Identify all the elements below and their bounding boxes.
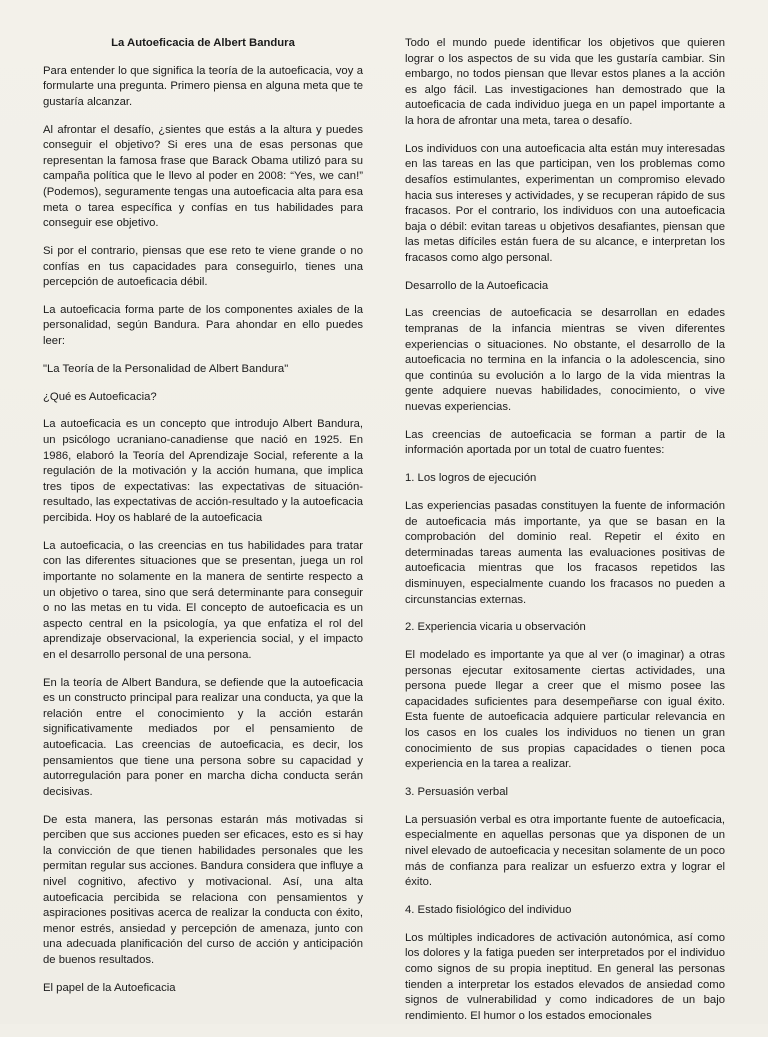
paragraph: Las experiencias pasadas constituyen la fuente de información de autoeficacia más importante, ya que se basan en la comprobación del dominio real. Repetir el éxito en determinadas tareas aumenta las evaluaciones positivas de autoeficacia mientras que los fracasos repetidos las disminuyen, especialmente cuando los fracasos no pueden a circunstancias externas. (405, 499, 725, 606)
subheading-estado-fisiologico: 4. Estado fisiológico del individuo (405, 903, 572, 916)
paragraph: Los individuos con una autoeficacia alta están muy interesadas en las tareas en las que participan, ven los problemas como desafíos estimulantes, experimentan un compromiso elevado hacia sus intereses y actividades, y se recuperan rápido de sus fracasos. Por el contrario, los individuos con una autoeficacia baja o débil: evitan tareas u objetivos desafiantes, piensan que las metas difíciles están fuera de su alcance, e interpretan los fracasos como algo personal. (405, 142, 725, 264)
article-link-text: "La Teoría de la Personalidad de Albert Bandura" (43, 362, 289, 375)
section-heading-desarrollo: Desarrollo de la Autoeficacia (405, 279, 549, 292)
paragraph: La autoeficacia forma parte de los componentes axiales de la personalidad, según Bandura. Para ahondar en ello puedes leer: (43, 303, 363, 348)
paragraph: La autoeficacia, o las creencias en tus habilidades para tratar con las diferentes situaciones que se presentan, juega un rol importante no solamente en la manera de sentirte respecto a un objetivo o tarea, sino que será determinante para conseguir o no las metas en tu vida. El concepto de autoeficacia es un aspecto central en la psicología, ya que enfatiza el rol del aprendizaje observacional, la experiencia social, y el impacto en el desarrollo personal de una persona. (43, 539, 363, 661)
paragraph: Los múltiples indicadores de activación autonómica, así como los dolores y la fatiga pueden ser interpretados por el individuo como signos de su propia ineptitud. En general las personas tienden a interpretar los estados elevados de ansiedad como signos de vulnerabilidad y como indicadores de un bajo rendimiento. El humor o los estados emocionales (405, 931, 725, 1022)
section-heading-papel: El papel de la Autoeficacia (43, 981, 176, 994)
document-title: La Autoeficacia de Albert Bandura (111, 37, 295, 49)
paragraph: Las creencias de autoeficacia se forman a partir de la información aportada por un total de cuatro fuentes: (405, 428, 725, 457)
paragraph: Al afrontar el desafío, ¿sientes que estás a la altura y puedes conseguir el objetivo? Si eres una de esas personas que representan la famosa frase que Barack Obama utilizó para su campaña política que le llevo al poder en 2008: “Yes, we can!” (Podemos), seguramente tengas una autoeficacia alta para esa meta o tarea específica y confías en tus habilidades para conseguir ese objetivo. (43, 123, 363, 230)
paragraph: La persuasión verbal es otra importante fuente de autoeficacia, especialmente en aquellas personas que ya disponen de un nivel elevado de autoeficacia y necesitan solamente de un poco más de confianza para realizar un esfuerzo extra y lograr el éxito. (405, 813, 725, 889)
subheading-persuasion-verbal: 3. Persuasión verbal (405, 786, 508, 799)
left-column (43, 36, 363, 1009)
right-column (405, 36, 725, 1037)
paragraph: El modelado es importante ya que al ver (o imaginar) a otras personas ejecutar exitosamente ciertas actividades, una persona puede llegar a creer que el mismo posee las capacidades suficientes para desempeñarse con igual éxito. Esta fuente de autoeficacia adquiere particular relevancia en los casos en los cuales los individuos no tienen un gran conocimiento de sus propias capacidades o tienen poca experiencia en la tarea a realizar. (405, 649, 725, 771)
paragraph: En la teoría de Albert Bandura, se defiende que la autoeficacia es un constructo principal para realizar una conducta, ya que la relación entre el conocimiento y la acción estarán significativamente mediados por el pensamiento de autoeficacia. Las creencias de autoeficacia, es decir, los pensamientos que tiene una persona sobre su capacidad y autorregulación para poner en marcha dicha conducta serán decisivas. (43, 676, 363, 798)
paragraph: Si por el contrario, piensas que ese reto te viene grande o no confías en tus capacidades para conseguirlo, tienes una percepción de autoeficacia débil. (43, 244, 363, 289)
subheading-experiencia-vicaria: 2. Experiencia vicaria u observación (405, 621, 586, 634)
paragraph: Todo el mundo puede identificar los objetivos que quieren lograr o los aspectos de su vida que les gustaría cambiar. Sin embargo, no todos piensan que llevar estos planes a la acción es algo fácil. Las investigaciones han demostrado que la autoeficacia de cada individuo juega en un papel importante a la hora de afrontar una meta, tarea o desafío. (405, 37, 725, 127)
paragraph: La autoeficacia es un concepto que introdujo Albert Bandura, un psicólogo ucraniano-canadiense que nació en 1925. En 1986, elaboró la Teoría del Aprendizaje Social, referente a la regulación de la motivación y la acción humana, que implica tres tipos de expectativas: las expectativas de situación-resultado, las expectativas de acción-resultado y la autoeficacia percibida. Hoy os hablaré de la autoeficacia (43, 418, 363, 524)
paragraph: Las creencias de autoeficacia se desarrollan en edades tempranas de la infancia mientras se viven diferentes experiencias o situaciones. No obstante, el desarrollo de la autoeficacia no termina en la infancia o la adolescencia, sino que continúa su evolución a lo largo de la vida mientras la gente adquiere nuevas habilidades, conocimiento, o vive nuevas experiencias. (405, 307, 725, 414)
section-heading-que-es: ¿Qué es Autoeficacia? (43, 390, 157, 403)
paragraph: Para entender lo que significa la teoría de la autoeficacia, voy a formularte una pregunta. Primero piensa en alguna meta que te gustaría alcanzar. (43, 64, 363, 108)
subheading-logros: 1. Los logros de ejecución (405, 472, 537, 485)
paragraph: De esta manera, las personas estarán más motivadas si perciben que sus acciones pueden ser eficaces, esto es si hay la convicción de que tienen habilidades personales que les permitan regular sus acciones. Bandura considera que influye a nivel cognitivo, afectivo y motivacional. Así, una alta autoeficacia percibida se relaciona con pensamientos y aspiraciones positivas acerca de realizar la conducta con éxito, menor estrés, ansiedad y percepción de amenaza, junto con una adecuada planificación del curso de acción y anticipación de buenos resultados. (43, 813, 363, 966)
